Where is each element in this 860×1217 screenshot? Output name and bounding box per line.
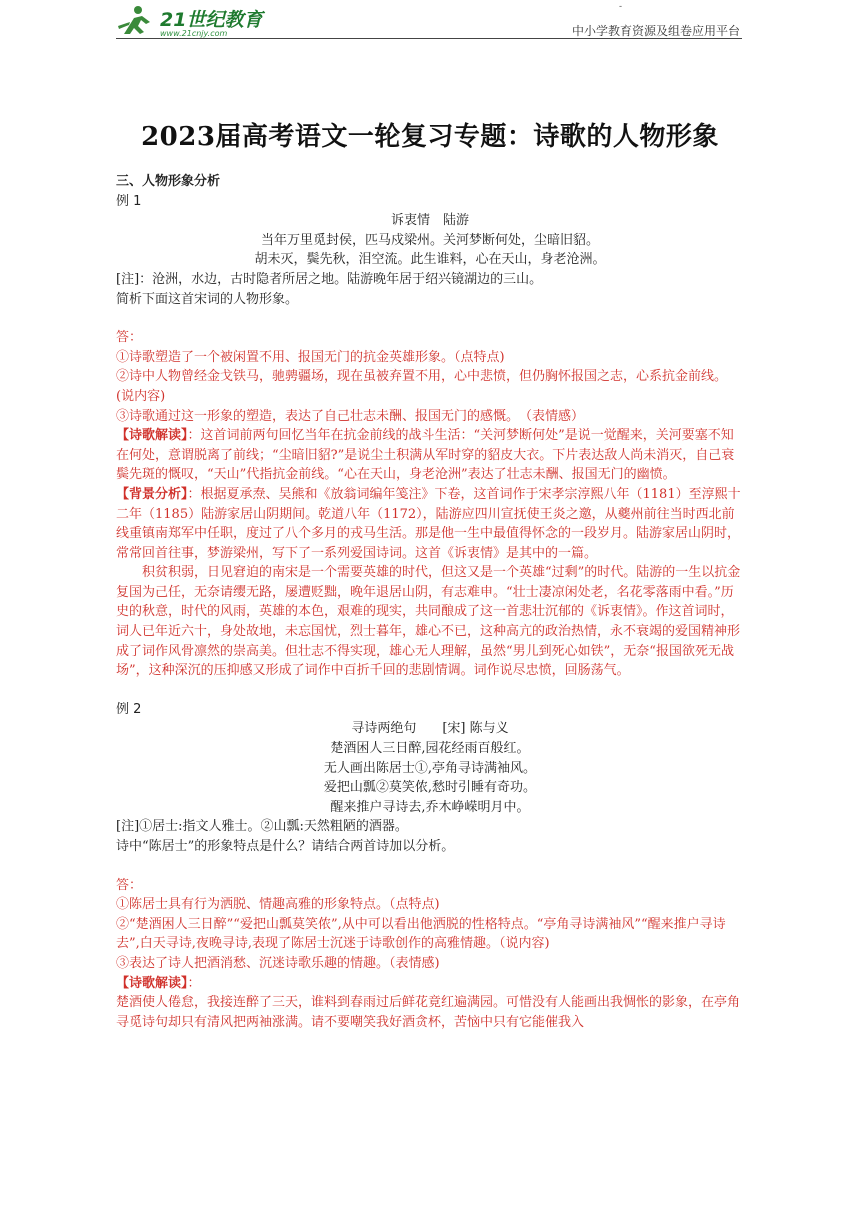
- page-title: 2023届高考语文一轮复习专题：诗歌的人物形象: [141, 122, 719, 152]
- example1-answer: ②诗中人物曾经金戈铁马，驰骋疆场，现在虽被弃置不用，心中悲愤，但仍胸怀报国之志，心系抗金前线。(说内容): [116, 369, 728, 404]
- example1-answer: ①诗歌塑造了一个被闲置不用、报国无门的抗金英雄形象。（点特点): [116, 349, 505, 365]
- page-header: [116, 0, 742, 40]
- example1-note: [注]：沧洲，水边，古时隐者所居之地。陆游晚年居于绍兴镜湖边的三山。: [116, 271, 543, 287]
- example2-label: 例 2: [116, 701, 142, 717]
- section-heading: 三、人物形象分析: [116, 174, 221, 189]
- example1-poem-title: 诉衷情 陆游: [390, 213, 469, 229]
- example1-poem-line: 胡未灭，鬓先秋，泪空流。此生谁料，心在天山，身老沧洲。: [254, 252, 606, 268]
- header-dot: -: [618, 2, 622, 12]
- platform-name: 中小学教育资源及组卷应用平台: [571, 24, 740, 38]
- example2-interpretation-text: 楚酒使人倦怠，我接连醉了三天，谁料到春雨过后鲜花竟红遍满园。可惜没有人能画出我惆怅的影象，在亭角寻觅诗句却只有清风把两袖涨满。请不要嘲笑我好酒贪杯，苦恼中只有它能催我入: [116, 995, 741, 1030]
- interpretation-label: 【诗歌解读】: [116, 428, 188, 444]
- background-text: ：根据夏承焘、吴熊和《放翁词编年笺注》下卷，这首词作于宋孝宗淳熙八年（1181）至淳熙十二年（1185）陆游家居山阴期间。乾道八年（1172），陆游应四川宣抚使王炎之邀，从夔州前往当时西北前线重镇南郑军中任职，度过了八个多月的戎马生活。那是他一生中最值得怀念的一段岁月。陆游家居山阴时，常常回首往事，梦游梁州，写下了一系列爱国诗词。这首《诉衷情》是其中的一篇。: [116, 486, 741, 561]
- logo-url: www.21cnjy.com: [160, 29, 228, 38]
- interpretation-colon: ：: [187, 975, 201, 991]
- example2-poem-line: 醒来推户寻诗去,乔木峥嵘明月中。: [330, 799, 530, 815]
- example1-question: 简析下面这首宋词的人物形象。: [116, 291, 299, 307]
- example1-poem-line: 当年万里觅封侯，匹马戍梁州。关河梦断何处，尘暗旧貂。: [260, 232, 599, 248]
- example2-poem-line: 无人画出陈居士①,亭角寻诗满袖风。: [323, 760, 537, 776]
- example2-note: [注]①居士:指文人雅士。②山瓢:天然粗陋的酒器。: [116, 819, 408, 835]
- example2-poem-line: 爱把山瓢②莫笑侬,愁时引睡有奇功。: [323, 780, 537, 796]
- example2-question: 诗中“陈居士”的形象特点是什么？请结合两首诗加以分析。: [116, 839, 455, 854]
- example2-poem-line: 楚酒困人三日醉,园花经雨百般红。: [330, 741, 530, 757]
- example1-interpretation: [116, 426, 744, 485]
- example1-paragraph: 积贫积弱，日见窘迫的南宋是一个需要英雄的时代，但这又是一个英雄“过剩”的时代。陆游的一生以抗金复国为己任，无奈请缨无路，屡遭贬黜，晚年退居山阴，有志难申。“壮士凄凉闲处老，名花零落雨中看。”历史的秋意，时代的风雨，英雄的本色，艰难的现实，共同酿成了这一首悲壮沉郁的《诉衷情》。作这首词时，词人已年近六十，身处故地，未忘国忧，烈士暮年，雄心不已，这种高亢的政治热情，永不衰竭的爱国精神形成了词作风骨凛然的崇高美。但壮志不得实现，雄心无人理解，虽然“男儿到死心如铁”，无奈“报国欲死无战场”，这种深沉的压抑感又形成了词作中百折千回的悲剧情调。词作说尽忠愤，回肠荡气。: [116, 565, 741, 679]
- interpretation-label: 【诗歌解读】: [116, 975, 188, 991]
- example1-answer-label: 答：: [116, 330, 143, 346]
- example1-answer: ③诗歌通过这一形象的塑造，表达了自己壮志未酬、报国无门的感慨。 （表情感）: [116, 408, 585, 424]
- example2-answer-label: 答：: [116, 877, 143, 893]
- site-logo: [116, 4, 296, 38]
- example1-background: [116, 485, 744, 563]
- logo-text: 21世纪教育: [160, 9, 263, 31]
- example2-interpretation-head: [116, 974, 744, 994]
- interpretation-text: ：这首词前两句回忆当年在抗金前线的战斗生活：“关河梦断何处”是说一觉醒来，关河要塞不知在何处，意谓脱离了前线；“尘暗旧貂?”是说尘土积满从军时穿的貂皮大衣。下片表达敌人尚未消灭，自己衰鬓先斑的慨叹，“天山”代指抗金前线。“心在天山，身老沧洲”表达了壮志未酬、报国无门的幽愤。: [116, 428, 735, 483]
- document-body: [116, 172, 744, 1032]
- example2-answer: ①陈居士具有行为洒脱、情趣高雅的形象特点。（点特点): [116, 897, 440, 913]
- example2-poem-title: 寻诗两绝句 [宋] 陈与义: [351, 721, 509, 737]
- example2-answer: ③表达了诗人把酒消愁、沉迷诗歌乐趣的情趣。（表情感): [116, 955, 440, 971]
- example1-label: 例 1: [116, 193, 142, 209]
- example2-answer: ②“楚酒困人三日醉”“爱把山瓢莫笑侬”,从中可以看出他洒脱的性格特点。“亭角寻诗满袖风”“醒来推户寻诗去”,白天寻诗,夜晚寻诗,表现了陈居士沉迷于诗歌创作的高雅情趣。（说内容): [116, 916, 726, 952]
- background-label: 【背景分析】: [116, 486, 188, 502]
- header-divider: [116, 38, 742, 39]
